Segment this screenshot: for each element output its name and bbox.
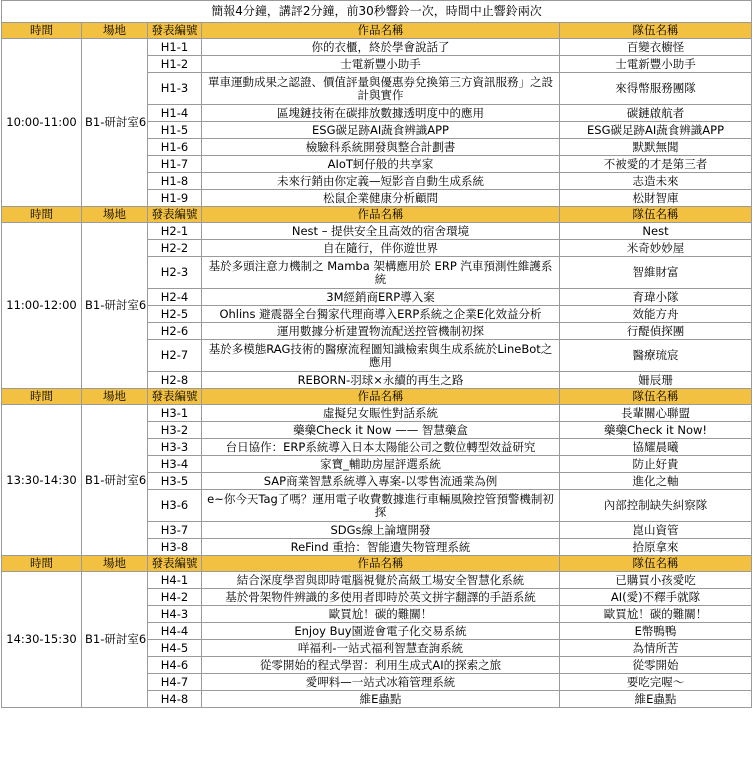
work-title: 維E蟲點 <box>202 691 560 708</box>
session-time: 14:30-15:30 <box>2 572 82 708</box>
team-name: 醫療琉宸 <box>560 340 752 372</box>
work-title: 單車運動成果之認證、價值評量與優惠券兌換第三方資訊服務」之設計與實作 <box>202 73 560 105</box>
header-venue: 場地 <box>82 207 148 223</box>
work-title: 從零開始的程式學習：利用生成式AI的探索之旅 <box>202 657 560 674</box>
team-name: 要吃完喔～ <box>560 674 752 691</box>
schedule-note: 簡報4分鐘，講評2分鐘，前30秒響鈴一次，時間中止響鈴兩次 <box>2 1 752 23</box>
team-name: 內部控制缺失糾察隊 <box>560 490 752 522</box>
team-name: 防止好貴 <box>560 456 752 473</box>
work-title: Nest – 提供安全且高效的宿舍環境 <box>202 223 560 240</box>
team-name: AI(愛)不釋手就隊 <box>560 589 752 606</box>
work-title: 咩福利-一站式福利智慧查詢系統 <box>202 640 560 657</box>
work-title: 區塊鏈技術在碳排放數據透明度中的應用 <box>202 105 560 122</box>
header-work: 作品名稱 <box>202 556 560 572</box>
team-name: 已購買小孩愛吃 <box>560 572 752 589</box>
session-venue: B1-研討室6 <box>82 39 148 207</box>
team-name: 碳鏈啟航者 <box>560 105 752 122</box>
entry-id: H1-8 <box>148 173 202 190</box>
team-name: 默默無聞 <box>560 139 752 156</box>
work-title: 台日協作：ERP系統導入日本太陽能公司之數位轉型效益研究 <box>202 439 560 456</box>
entry-id: H3-7 <box>148 522 202 539</box>
entry-id: H4-2 <box>148 589 202 606</box>
work-title: 3M經銷商ERP導入案 <box>202 289 560 306</box>
session-time: 11:00-12:00 <box>2 223 82 389</box>
header-venue: 場地 <box>82 556 148 572</box>
team-name: 志造未來 <box>560 173 752 190</box>
team-name: 為情所苦 <box>560 640 752 657</box>
table-row <box>2 223 752 240</box>
header-id: 發表編號 <box>148 389 202 405</box>
work-title: 歐買尬！碳的難關！ <box>202 606 560 623</box>
session-venue: B1-研討室6 <box>82 405 148 556</box>
entry-id: H2-7 <box>148 340 202 372</box>
work-title: 結合深度學習與即時電腦視覺於高級工場安全智慧化系統 <box>202 572 560 589</box>
team-name: 崑山資管 <box>560 522 752 539</box>
session-venue: B1-研討室6 <box>82 223 148 389</box>
schedule-table <box>1 0 752 708</box>
entry-id: H4-4 <box>148 623 202 640</box>
work-title: ESG碳足跡AI蔬食辨識APP <box>202 122 560 139</box>
work-title: 自在隨行，伴你遊世界 <box>202 240 560 257</box>
header-team: 隊伍名稱 <box>560 23 752 39</box>
entry-id: H2-6 <box>148 323 202 340</box>
entry-id: H1-3 <box>148 73 202 105</box>
work-title: 運用數據分析建置物流配送控管機制初探 <box>202 323 560 340</box>
session-venue: B1-研討室6 <box>82 572 148 708</box>
work-title: e~你今天Tag了嗎？運用電子收費數據進行車輛風險控管預警機制初探 <box>202 490 560 522</box>
work-title: ReFind 重拾：智能遺失物管理系統 <box>202 539 560 556</box>
entry-id: H3-4 <box>148 456 202 473</box>
team-name: 藥藥Check it Now! <box>560 422 752 439</box>
entry-id: H2-5 <box>148 306 202 323</box>
work-title: Enjoy Buy園遊會電子化交易系統 <box>202 623 560 640</box>
work-title: 基於骨架物件辨識的多使用者即時於英文拼字翻譯的手語系統 <box>202 589 560 606</box>
team-name: ESG碳足跡AI蔬食辨識APP <box>560 122 752 139</box>
entry-id: H2-4 <box>148 289 202 306</box>
entry-id: H1-5 <box>148 122 202 139</box>
header-team: 隊伍名稱 <box>560 207 752 223</box>
entry-id: H4-1 <box>148 572 202 589</box>
entry-id: H3-2 <box>148 422 202 439</box>
work-title: SDGs線上論壇開發 <box>202 522 560 539</box>
header-row <box>2 207 752 223</box>
team-name: 進化之軸 <box>560 473 752 490</box>
header-work: 作品名稱 <box>202 389 560 405</box>
entry-id: H3-5 <box>148 473 202 490</box>
header-team: 隊伍名稱 <box>560 556 752 572</box>
work-title: 虛擬兒女賑性對話系統 <box>202 405 560 422</box>
header-work: 作品名稱 <box>202 23 560 39</box>
table-row <box>2 39 752 56</box>
team-name: 育瑋小隊 <box>560 289 752 306</box>
team-name: 從零開始 <box>560 657 752 674</box>
entry-id: H3-1 <box>148 405 202 422</box>
header-id: 發表編號 <box>148 23 202 39</box>
header-time: 時間 <box>2 207 82 223</box>
session-time: 10:00-11:00 <box>2 39 82 207</box>
team-name: 效能方舟 <box>560 306 752 323</box>
work-title: 未來行銷由你定義—短影音自動生成系統 <box>202 173 560 190</box>
team-name: 不被愛的才是第三者 <box>560 156 752 173</box>
entry-id: H2-1 <box>148 223 202 240</box>
header-work: 作品名稱 <box>202 207 560 223</box>
entry-id: H3-3 <box>148 439 202 456</box>
header-time: 時間 <box>2 556 82 572</box>
entry-id: H4-7 <box>148 674 202 691</box>
team-name: 拾原拿來 <box>560 539 752 556</box>
team-name: Nest <box>560 223 752 240</box>
header-team: 隊伍名稱 <box>560 389 752 405</box>
team-name: 姍辰珊 <box>560 372 752 389</box>
work-title: 士電新豐小助手 <box>202 56 560 73</box>
team-name: 智維財富 <box>560 257 752 289</box>
session-time: 13:30-14:30 <box>2 405 82 556</box>
table-row <box>2 405 752 422</box>
header-time: 時間 <box>2 389 82 405</box>
header-time: 時間 <box>2 23 82 39</box>
team-name: 米奇妙妙屋 <box>560 240 752 257</box>
team-name: 協耀晨曦 <box>560 439 752 456</box>
table-row <box>2 572 752 589</box>
team-name: 行醍偵探團 <box>560 323 752 340</box>
work-title: 藥藥Check it Now —— 智慧藥盒 <box>202 422 560 439</box>
entry-id: H1-1 <box>148 39 202 56</box>
team-name: 維E蟲點 <box>560 691 752 708</box>
entry-id: H3-6 <box>148 490 202 522</box>
entry-id: H4-3 <box>148 606 202 623</box>
entry-id: H4-6 <box>148 657 202 674</box>
team-name: 歐買尬！碳的難關！ <box>560 606 752 623</box>
team-name: 長輩關心聯盟 <box>560 405 752 422</box>
entry-id: H1-2 <box>148 56 202 73</box>
entry-id: H2-8 <box>148 372 202 389</box>
work-title: 基於多模態RAG技術的醫療流程圖知識檢索與生成系統於LineBot之應用 <box>202 340 560 372</box>
note-row <box>2 1 752 23</box>
work-title: 家寶_輔助房屋評選系統 <box>202 456 560 473</box>
team-name: E幣鴨鴨 <box>560 623 752 640</box>
entry-id: H2-3 <box>148 257 202 289</box>
entry-id: H1-6 <box>148 139 202 156</box>
entry-id: H4-8 <box>148 691 202 708</box>
entry-id: H3-8 <box>148 539 202 556</box>
header-row <box>2 389 752 405</box>
team-name: 士電新豐小助手 <box>560 56 752 73</box>
entry-id: H2-2 <box>148 240 202 257</box>
team-name: 來得幣服務團隊 <box>560 73 752 105</box>
team-name: 百變衣櫥怪 <box>560 39 752 56</box>
header-id: 發表編號 <box>148 556 202 572</box>
entry-id: H4-5 <box>148 640 202 657</box>
header-id: 發表編號 <box>148 207 202 223</box>
header-venue: 場地 <box>82 23 148 39</box>
work-title: 愛呷料—一站式冰箱管理系統 <box>202 674 560 691</box>
work-title: REBORN-羽球×永續的再生之路 <box>202 372 560 389</box>
work-title: SAP商業智慧系統導入專案-以零售流通業為例 <box>202 473 560 490</box>
work-title: 你的衣櫃，終於學會說話了 <box>202 39 560 56</box>
entry-id: H1-4 <box>148 105 202 122</box>
header-row <box>2 556 752 572</box>
entry-id: H1-9 <box>148 190 202 207</box>
work-title: Ohlins 避震器全台獨家代理商導入ERP系統之企業E化效益分析 <box>202 306 560 323</box>
work-title: AIoT蚵仔般的共享家 <box>202 156 560 173</box>
header-row <box>2 23 752 39</box>
entry-id: H1-7 <box>148 156 202 173</box>
work-title: 基於多頭注意力機制之 Mamba 架構應用於 ERP 汽車預測性維護系統 <box>202 257 560 289</box>
header-venue: 場地 <box>82 389 148 405</box>
team-name: 松財智庫 <box>560 190 752 207</box>
work-title: 松鼠企業健康分析顧問 <box>202 190 560 207</box>
work-title: 檢驗科系統開發與整合計劃書 <box>202 139 560 156</box>
